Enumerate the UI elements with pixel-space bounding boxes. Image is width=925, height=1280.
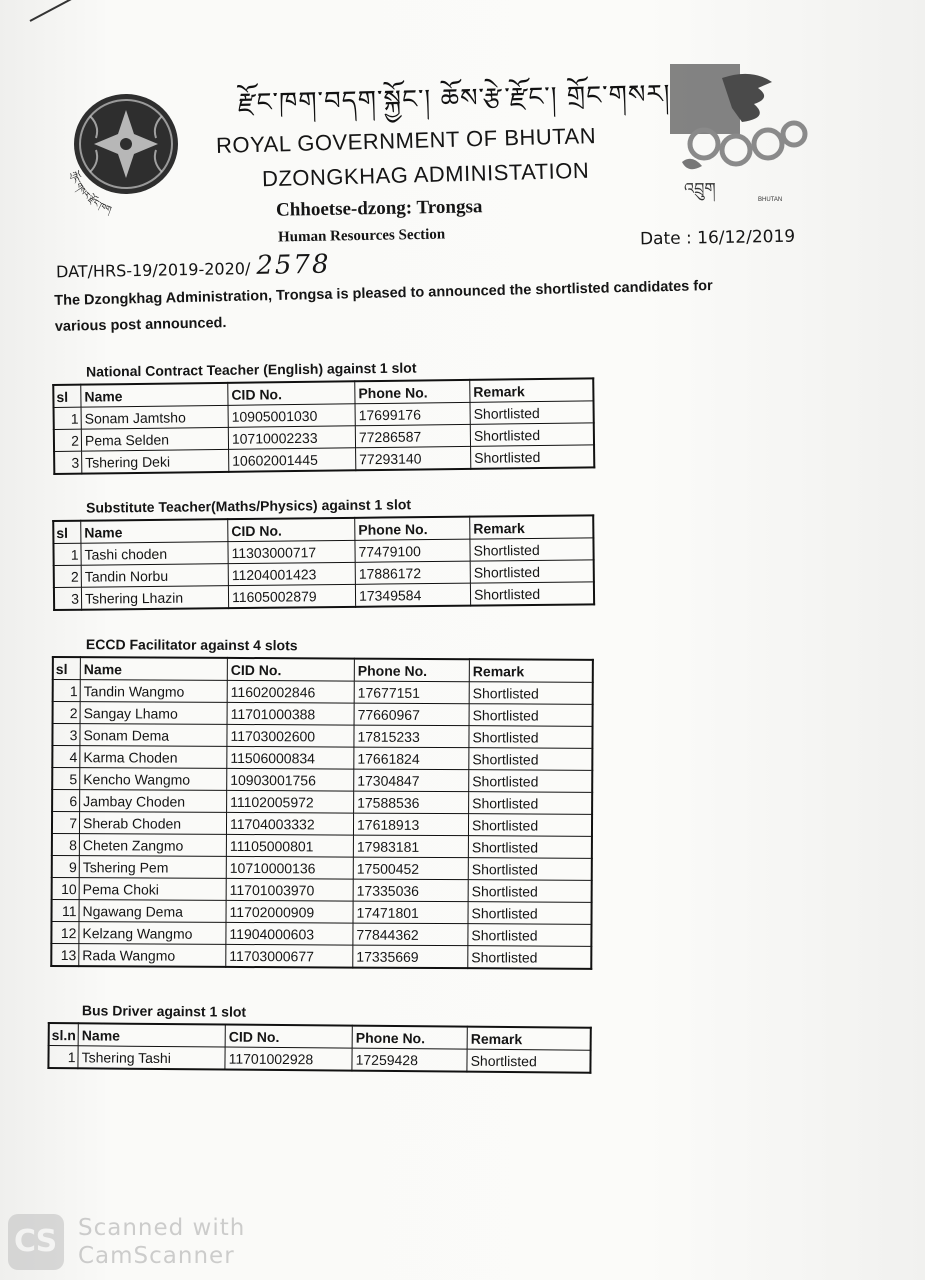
cell-phone: 17335036 — [353, 879, 468, 902]
cell-sl: 3 — [52, 724, 80, 746]
cell-phone: 17815233 — [354, 725, 469, 748]
col-remark: Remark — [467, 1027, 591, 1051]
cell-cid: 11602002846 — [227, 680, 354, 703]
col-cid: CID No. — [225, 1025, 352, 1049]
cell-sl: 7 — [52, 812, 80, 834]
cell-remark: Shortlisted — [468, 836, 592, 859]
cell-sl: 6 — [52, 790, 80, 812]
cell-phone: 77286587 — [355, 424, 470, 447]
cell-sl: 5 — [52, 768, 80, 790]
cell-sl: 12 — [51, 922, 79, 944]
cell-name: Tshering Pem — [79, 856, 226, 879]
cell-cid: 11204001423 — [228, 562, 355, 585]
cell-phone: 77660967 — [354, 703, 469, 726]
cell-remark: Shortlisted — [471, 445, 595, 469]
logo-script: འབྲུག — [684, 179, 716, 198]
cell-phone: 77293140 — [356, 446, 471, 470]
cell-phone: 17588536 — [354, 791, 469, 814]
cell-remark: Shortlisted — [469, 748, 593, 771]
cell-sl: 4 — [52, 746, 80, 768]
cell-name: Tshering Lhazin — [81, 586, 228, 610]
cell-phone: 17349584 — [355, 583, 470, 607]
col-phone: Phone No. — [352, 1026, 467, 1050]
cell-remark: Shortlisted — [468, 880, 592, 903]
watermark-line1: Scanned with — [78, 1215, 246, 1241]
reference-handwritten: 2578 — [256, 249, 331, 281]
camscanner-watermark — [8, 1212, 245, 1272]
cell-cid: 10710002233 — [228, 426, 355, 450]
table-header-row — [53, 657, 593, 682]
cell-name: Tashi choden — [81, 542, 228, 566]
table-row — [53, 680, 593, 705]
cell-cid: 11105000801 — [226, 834, 353, 857]
cell-cid: 11303000717 — [228, 540, 355, 563]
reference-prefix: DAT/HRS-19/2019-2020/ — [55, 259, 251, 282]
cell-sl: 3 — [54, 451, 82, 474]
col-phone: Phone No. — [355, 380, 470, 404]
table-row — [52, 878, 592, 903]
cell-remark: Shortlisted — [468, 946, 592, 969]
section-heading: ECCD Facilitator against 4 slots — [85, 636, 298, 654]
candidates-table — [52, 377, 595, 475]
cell-phone: 17618913 — [353, 813, 468, 836]
cell-phone: 17471801 — [353, 901, 468, 924]
cell-sl: 11 — [52, 900, 80, 922]
col-remark: Remark — [470, 515, 594, 539]
col-sl: sl — [53, 385, 81, 408]
cell-name: Tandin Norbu — [81, 564, 228, 588]
candidates-table — [50, 656, 594, 970]
cell-phone: 17886172 — [355, 561, 470, 584]
watermark-line2: CamScanner — [78, 1243, 235, 1269]
cell-cid: 11702000909 — [226, 900, 353, 923]
table-row — [52, 812, 592, 837]
cell-remark: Shortlisted — [470, 423, 594, 447]
cell-sl: 1 — [53, 543, 81, 565]
cell-name: Tshering Deki — [82, 449, 229, 473]
cell-cid: 11506000834 — [227, 746, 354, 769]
cell-remark: Shortlisted — [467, 1049, 591, 1073]
table-row — [52, 724, 592, 749]
cell-sl: 9 — [52, 856, 80, 878]
cell-phone: 77844362 — [353, 923, 468, 946]
cell-cid: 10710000136 — [226, 856, 353, 879]
seal-text: ཀྲོང་གསར་རྫོང་ཁག — [67, 170, 113, 216]
cell-cid: 11605002879 — [228, 584, 355, 608]
table-row — [51, 922, 591, 947]
cell-phone: 17983181 — [353, 835, 468, 858]
table-row — [48, 1046, 590, 1073]
cell-name: Sangay Lhamo — [80, 702, 227, 725]
col-phone: Phone No. — [354, 659, 469, 682]
camscanner-icon-text: CS — [14, 1224, 57, 1259]
cell-name: Kencho Wangmo — [80, 768, 227, 791]
cell-name: Ngawang Dema — [79, 900, 226, 923]
dzongkhag-seal-icon — [60, 86, 200, 216]
bhutan-emblem-logo — [662, 58, 812, 208]
cell-remark: Shortlisted — [469, 726, 593, 749]
cell-name: Cheten Zangmo — [79, 834, 226, 857]
cell-cid: 10905001030 — [228, 404, 355, 428]
col-name: Name — [81, 519, 228, 543]
cell-phone: 17335669 — [353, 945, 468, 968]
cell-name: Jambay Choden — [80, 790, 227, 813]
col-phone: Phone No. — [355, 517, 470, 541]
camscanner-icon — [8, 1214, 64, 1270]
cell-remark: Shortlisted — [470, 538, 594, 561]
cell-remark: Shortlisted — [470, 560, 594, 583]
section-heading: Substitute Teacher(Maths/Physics) against 1 slot — [85, 496, 412, 516]
cell-name: Rada Wangmo — [79, 944, 226, 967]
table-row — [51, 944, 591, 969]
cell-remark: Shortlisted — [470, 582, 594, 606]
col-name: Name — [81, 383, 228, 407]
section-heading: Bus Driver against 1 slot — [81, 1002, 247, 1020]
cell-sl: 13 — [51, 944, 79, 967]
section-eccd-facilitator — [50, 636, 594, 970]
watermark-text — [78, 1214, 245, 1270]
reference-number — [56, 250, 331, 285]
cell-phone: 17500452 — [353, 857, 468, 880]
cell-sl: 2 — [54, 565, 82, 587]
cell-sl: 2 — [54, 429, 82, 451]
col-sl: sl — [53, 521, 81, 544]
cell-sl: 2 — [53, 702, 81, 724]
cell-cid: 11102005972 — [227, 790, 354, 813]
table-row — [52, 768, 592, 793]
cell-name: Sherab Choden — [79, 812, 226, 835]
cell-sl: 8 — [52, 834, 80, 856]
table-row — [52, 746, 592, 771]
col-cid: CID No. — [227, 658, 354, 681]
cell-name: Tshering Tashi — [78, 1046, 225, 1070]
cell-cid: 11701000388 — [227, 702, 354, 725]
document-date: Date : 16/12/2019 — [639, 226, 796, 250]
pen-mark — [30, 0, 75, 22]
cell-cid: 11703000677 — [226, 944, 353, 967]
cell-name: Pema Choki — [79, 878, 226, 901]
cell-name: Pema Selden — [81, 427, 228, 451]
cell-remark: Shortlisted — [469, 704, 593, 727]
table-row — [52, 900, 592, 925]
col-sl: sl — [53, 657, 81, 680]
cell-cid: 11701002928 — [225, 1047, 352, 1071]
cell-name: Kelzang Wangmo — [79, 922, 226, 945]
cell-phone: 17677151 — [354, 681, 469, 704]
cell-cid: 10903001756 — [227, 768, 354, 791]
cell-remark: Shortlisted — [469, 682, 593, 705]
cell-remark: Shortlisted — [468, 814, 592, 837]
cell-remark: Shortlisted — [468, 858, 592, 881]
col-remark: Remark — [470, 378, 594, 402]
cell-remark: Shortlisted — [468, 902, 592, 925]
cell-cid: 10602001445 — [229, 448, 356, 472]
cell-phone: 17699176 — [355, 402, 470, 425]
cell-phone: 77479100 — [355, 539, 470, 562]
cell-name: Sonam Jamtsho — [81, 405, 228, 429]
cell-remark: Shortlisted — [468, 924, 592, 947]
col-name: Name — [78, 1023, 225, 1047]
col-cid: CID No. — [228, 518, 355, 542]
dzongkha-title: རྫོང་ཁག་བདག་སྐྱོང་། ཆོས་རྩེ་རྫོང་། གྲོང་གསར། — [237, 79, 671, 119]
cell-sl: 1 — [53, 680, 81, 702]
cell-remark: Shortlisted — [469, 770, 593, 793]
section-bus-driver — [47, 1002, 592, 1074]
section-heading: National Contract Teacher (English) against 1 slot — [85, 359, 417, 380]
cell-sl: 10 — [52, 878, 80, 900]
cell-phone: 17304847 — [354, 769, 469, 792]
cell-cid: 11904000603 — [226, 922, 353, 945]
logo-caption: BHUTAN — [758, 197, 783, 203]
col-cid: CID No. — [228, 381, 355, 405]
cell-sl: 1 — [48, 1046, 78, 1069]
cell-sl: 3 — [54, 587, 82, 610]
cell-phone: 17259428 — [352, 1048, 467, 1072]
col-name: Name — [80, 657, 227, 680]
col-remark: Remark — [469, 659, 593, 682]
dzong-name: Chhoetse-dzong: Trongsa — [275, 196, 483, 221]
col-sl: sl.n — [49, 1023, 79, 1046]
section-name: Human Resources Section — [277, 226, 446, 246]
cell-remark: Shortlisted — [470, 401, 594, 425]
candidates-table — [47, 1022, 592, 1074]
table-row — [52, 834, 592, 859]
table-row — [53, 702, 593, 727]
cell-name: Karma Choden — [80, 746, 227, 769]
administration-name: DZONGKHAG ADMINISTATION — [261, 157, 590, 192]
table-row — [54, 582, 594, 610]
section-substitute-teacher — [52, 494, 595, 611]
cell-cid: 11703002600 — [227, 724, 354, 747]
table-row — [52, 856, 592, 881]
cell-cid: 11704003332 — [226, 812, 353, 835]
cell-name: Tandin Wangmo — [80, 680, 227, 703]
cell-name: Sonam Dema — [80, 724, 227, 747]
cell-phone: 17661824 — [354, 747, 469, 770]
cell-cid: 11701003970 — [226, 878, 353, 901]
cell-remark: Shortlisted — [469, 792, 593, 815]
table-row — [52, 790, 592, 815]
cell-sl: 1 — [54, 407, 82, 429]
announcement-text: The Dzongkhag Administration, Trongsa is pleased to announced the shortlisted candidates for various post announced. — [54, 278, 713, 335]
section-national-contract-teacher — [52, 357, 595, 475]
government-name: ROYAL GOVERNMENT OF BHUTAN — [215, 123, 597, 158]
candidates-table — [52, 514, 595, 611]
